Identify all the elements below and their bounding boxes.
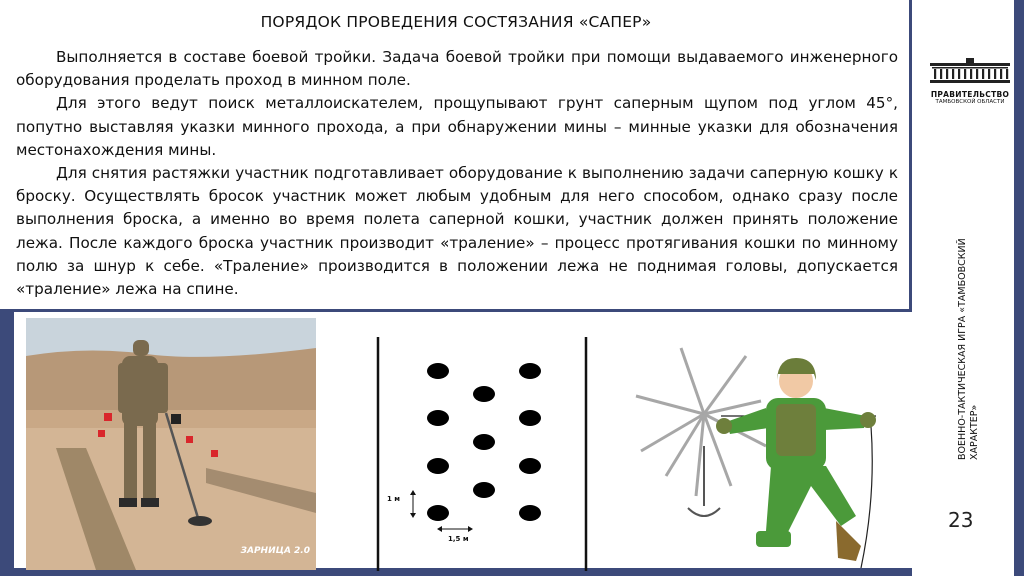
side-caption: ВОЕННО-ТАКТИЧЕСКАЯ ИГРА «ТАМБОВСКИЙ ХАРАКТЕР»: [957, 238, 980, 460]
scheme-horizontal-label: 1,5 м: [448, 535, 469, 543]
soldier-figure: [716, 358, 876, 561]
building-icon: [928, 58, 1012, 84]
page-number: 23: [948, 508, 974, 532]
logo-subtitle: ТАМБОВСКОЙ ОБЛАСТИ: [935, 99, 1005, 105]
government-logo: [928, 58, 1012, 105]
logo-name: ПРАВИТЕЛЬСТВО: [930, 90, 1010, 99]
paragraph-2: Для этого ведут поиск металлоискателем, прощупывают грунт саперным щупом под углом 45°, попутно выставляя указки минного прохода, а при обнаружении мины – минные указки для обозначения местонахождения мины.: [16, 94, 898, 159]
body-text: [16, 46, 898, 301]
right-accent-bar: [1014, 0, 1024, 576]
slide-title: ПОРЯДОК ПРОВЕДЕНИЯ СОСТЯЗАНИЯ «САПЕР»: [260, 13, 652, 31]
left-accent-bar: [0, 312, 14, 576]
photo-caption: ЗАРНИЦА 2.0: [240, 546, 310, 556]
sapper-photo: [26, 318, 316, 570]
paragraph-1: Выполняется в составе боевой тройки. Задача боевой тройки при помощи выдаваемого инженерного оборудования проделать проход в минном поле.: [16, 48, 898, 90]
mine-markers: [427, 363, 541, 521]
minefield-scheme: [370, 335, 592, 573]
paragraph-3: Для снятия растяжки участник подготавливает оборудование к выполнению задачи саперную кошку к броску. Осуществлять бросок участник может любым удобным для него способом, однако сразу после выполнения броска, а именно во время полета саперной кошки, участник должен принять положение лежа. После каждого броска участник производит «траление» – процесс протягивания кошки по минному полю за шнур к себе. «Траление» производится в положении лежа не поднимая головы, допускается «траление» лежа на спине.: [16, 164, 898, 299]
grapnel-throw-illustration: [626, 336, 890, 568]
scheme-vertical-label: 1 м: [387, 495, 401, 503]
